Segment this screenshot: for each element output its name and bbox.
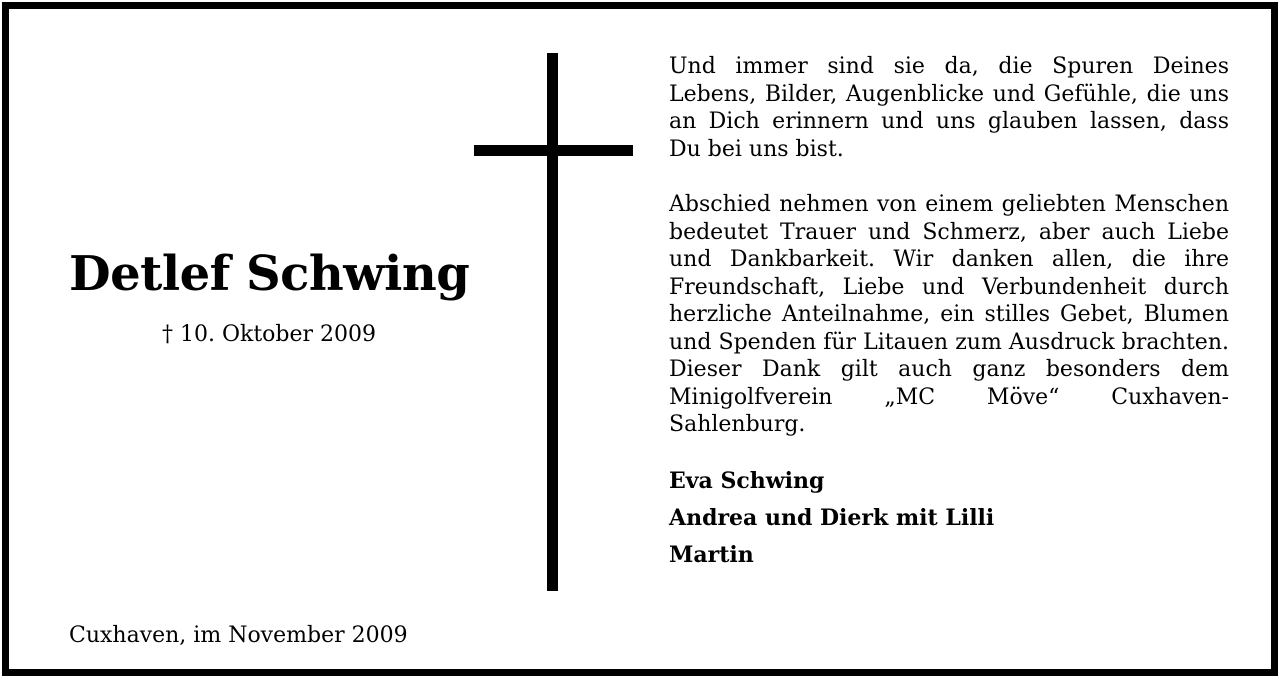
place-and-date: Cuxhaven, im November 2009 [69, 623, 408, 648]
text-column [669, 53, 1229, 574]
thanks-paragraph: Abschied nehmen von einem geliebten Menschen bedeutet Trauer und Schmerz, aber auch Liebe und Dankbarkeit. Wir danken allen, die ihre Freundschaft, Liebe und Verbundenheit durch herzliche Anteilnahme, ein stilles Gebet, Blumen und Spenden für Litauen zum Ausdruck brachten. Dieser Dank gilt auch ganz besonders dem Minigolfverein „MC Möve“ Cuxhaven-Sahlenburg. [669, 192, 1229, 437]
signature-andrea-dierk: Andrea und Dierk mit Lilli [669, 504, 995, 531]
death-date: † 10. Oktober 2009 [161, 322, 377, 347]
cross-horizontal-beam [474, 145, 633, 156]
signature-eva: Eva Schwing [669, 467, 825, 494]
poem-paragraph: Und immer sind sie da, die Spuren Deines Lebens, Bilder, Augenblicke und Gefühle, die uns an Dich erinnern und uns glauben lassen, dass Du bei uns bist. [669, 54, 1229, 162]
obituary-frame [2, 2, 1278, 676]
cross-vertical-beam [547, 53, 558, 591]
signature-martin: Martin [669, 541, 754, 568]
deceased-name: Detlef Schwing [69, 246, 470, 302]
signatures [669, 463, 1229, 574]
